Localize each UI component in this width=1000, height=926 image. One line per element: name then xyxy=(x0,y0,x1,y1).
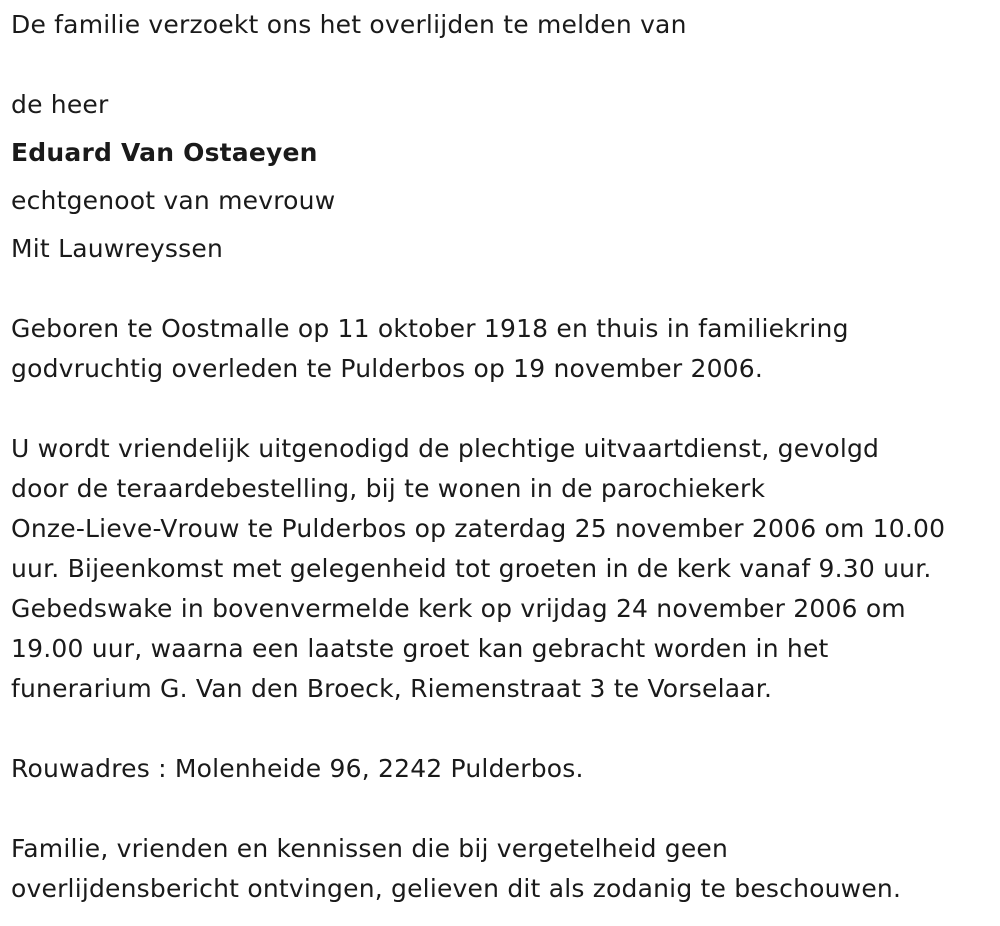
mourning-address: Rouwadres : Molenheide 96, 2242 Pulderbos. xyxy=(11,754,584,783)
funeral-line: uur. Bijeenkomst met gelegenheid tot groeten in de kerk vanaf 9.30 uur. xyxy=(11,554,932,583)
deceased-name: Eduard Van Ostaeyen xyxy=(11,138,318,167)
closing-line: overlijdensbericht ontvingen, gelieven dit als zodanig te beschouwen. xyxy=(11,874,902,903)
funeral-line: Onze-Lieve-Vrouw te Pulderbos op zaterdag 25 november 2006 om 10.00 xyxy=(11,514,946,543)
spouse-prefix: echtgenoot van mevrouw xyxy=(11,186,336,215)
funeral-line: funerarium G. Van den Broeck, Riemenstraat 3 te Vorselaar. xyxy=(11,674,773,703)
funeral-line: U wordt vriendelijk uitgenodigd de plechtige uitvaartdienst, gevolgd xyxy=(11,434,880,463)
funeral-line: 19.00 uur, waarna een laatste groet kan gebracht worden in het xyxy=(11,634,829,663)
funeral-line: door de teraardebestelling, bij te wonen in de parochiekerk xyxy=(11,474,766,503)
closing-line: Familie, vrienden en kennissen die bij vergetelheid geen xyxy=(11,834,729,863)
intro-line: De familie verzoekt ons het overlijden te melden van xyxy=(11,10,687,39)
salutation: de heer xyxy=(11,90,109,119)
funeral-line: Gebedswake in bovenvermelde kerk op vrijdag 24 november 2006 om xyxy=(11,594,906,623)
birth-death-line: godvruchtig overleden te Pulderbos op 19 november 2006. xyxy=(11,354,764,383)
birth-death-line: Geboren te Oostmalle op 11 oktober 1918 en thuis in familiekring xyxy=(11,314,849,343)
spouse-name: Mit Lauwreyssen xyxy=(11,234,223,263)
